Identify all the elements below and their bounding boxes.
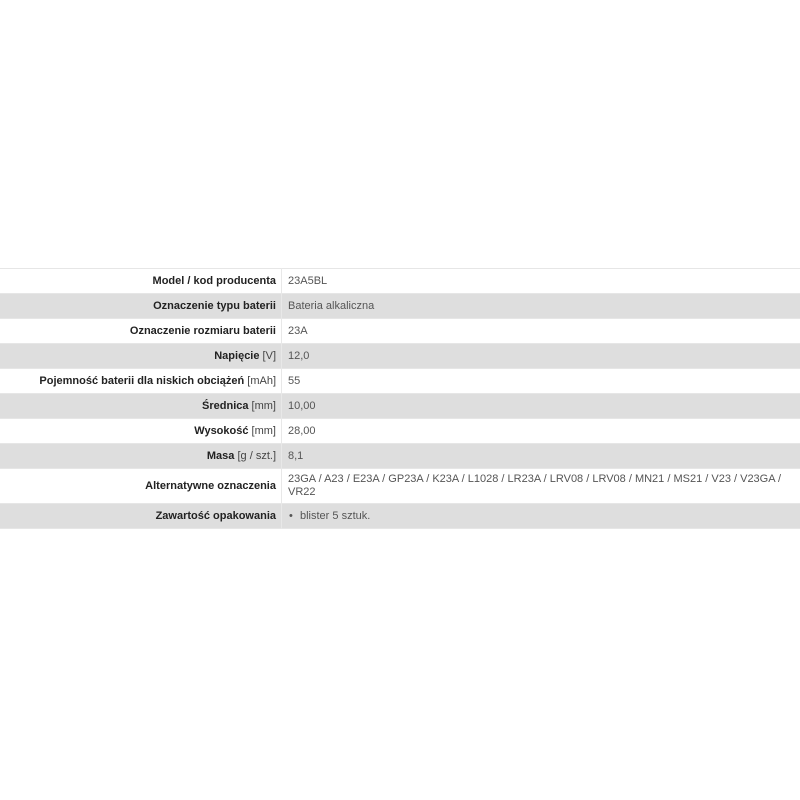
spec-label: [0, 269, 282, 294]
spec-row-alternative-names: [0, 469, 800, 504]
spec-label-name: Masa: [206, 449, 235, 462]
spec-value: 28,00: [288, 424, 316, 437]
spec-label-name: Alternatywne oznaczenia: [145, 479, 276, 492]
spec-label: [0, 344, 282, 369]
spec-label: [0, 369, 282, 394]
spec-label-unit: [mm]: [251, 424, 276, 437]
spec-label: [0, 394, 282, 419]
spec-label-unit: [V]: [262, 349, 276, 362]
spec-row-height: [0, 419, 800, 444]
spec-row-mass: [0, 444, 800, 469]
package-contents-list: [288, 510, 796, 523]
spec-label: [0, 319, 282, 344]
spec-value: 23A5BL: [288, 274, 328, 287]
spec-label: [0, 419, 282, 444]
spec-label-name: Oznaczenie typu baterii: [153, 299, 276, 312]
spec-label-name: Model / kod producenta: [152, 274, 276, 287]
spec-row-voltage: [0, 344, 800, 369]
spec-label: [0, 504, 282, 529]
spec-label-name: Średnica: [202, 399, 249, 412]
spec-label-name: Oznaczenie rozmiaru baterii: [129, 324, 276, 337]
spec-label-name: Pojemność baterii dla niskich obciążeń: [39, 374, 245, 387]
spec-label: [0, 444, 282, 469]
spec-row-package-contents: [0, 504, 800, 529]
spec-label-unit: [mAh]: [247, 374, 276, 387]
spec-value: 12,0: [288, 349, 310, 362]
spec-value: 23GA / A23 / E23A / GP23A / K23A / L1028 / LR23A / LRV08 / LRV08 / MN21 / MS21 / V23 / V23GA / VR22: [288, 473, 782, 498]
spec-value: Bateria alkaliczna: [288, 299, 375, 312]
spec-value: 10,00: [288, 399, 316, 412]
spec-row-battery-type: [0, 294, 800, 319]
spec-label-name: Wysokość: [194, 424, 249, 437]
spec-value: 55: [288, 374, 301, 387]
spec-label-name: Napięcie: [214, 349, 260, 362]
spec-value: [282, 504, 800, 529]
spec-row-capacity: [0, 369, 800, 394]
list-item: • blister 5 sztuk.: [288, 510, 796, 523]
spec-label: [0, 294, 282, 319]
spec-label-unit: [mm]: [251, 399, 276, 412]
spec-row-model: [0, 269, 800, 294]
spec-row-diameter: [0, 394, 800, 419]
spec-label-unit: [g / szt.]: [237, 449, 276, 462]
spec-row-battery-size: [0, 319, 800, 344]
battery-spec-table: [0, 268, 800, 529]
spec-value: 8,1: [288, 449, 304, 462]
spec-label: [0, 469, 282, 504]
spec-value: 23A: [288, 324, 308, 337]
spec-label-name: Zawartość opakowania: [155, 509, 276, 522]
